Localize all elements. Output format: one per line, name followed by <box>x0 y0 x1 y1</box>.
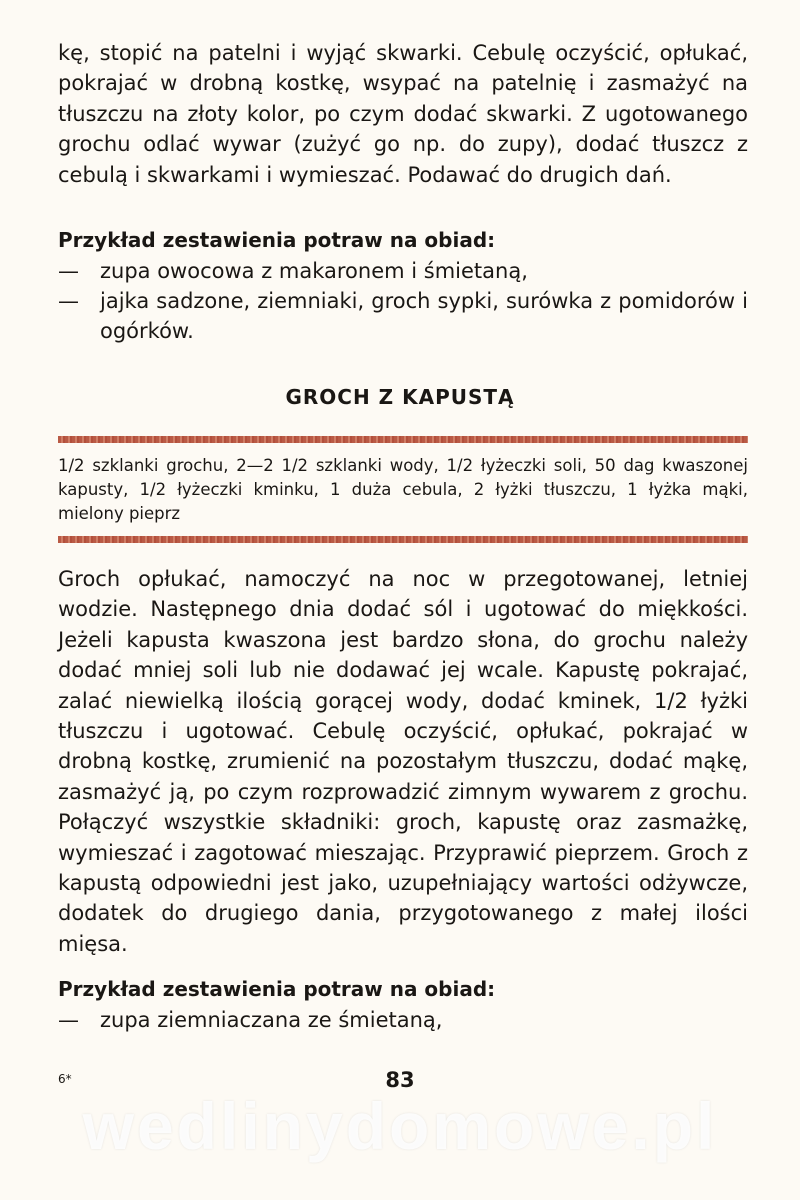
intro-paragraph: kę, stopić na patelni i wyjąć skwarki. Cebulę oczyścić, opłukać, pokrajać w drobną kostkę, wsypać na patelnię i zasmażyć na tłuszczu na złoty kolor, po czym dodać skwarki. Z ugotowanego grochu odlać wywar (zużyć go np. do zupy), dodać tłuszcz z cebulą i skwarkami i wymieszać. Podawać do drugich dań. <box>58 41 748 187</box>
menu-example-heading: Przykład zestawienia potraw na obiad: <box>58 228 496 252</box>
list-item <box>58 286 748 346</box>
ingredients-list: 1/2 szklanki grochu, 2—2 1/2 szklanki wody, 1/2 łyżeczki soli, 50 dag kwaszonej kapusty, 1/2 łyżeczki kminku, 1 duża cebula, 2 łyżki tłuszczu, 1 łyżka mąki, mielony pieprz <box>58 456 748 523</box>
list-item-text: jajka sadzone, ziemniaki, groch sypki, surówka z pomidorów i ogórków. <box>100 289 748 343</box>
list-item <box>58 1005 748 1035</box>
menu-example-list <box>58 256 748 346</box>
recipe-method: Groch opłukać, namoczyć na noc w przegotowanej, letniej wodzie. Następnego dnia dodać sól i ugotować do miękkości. Jeżeli kapusta kwaszona jest bardzo słona, do grochu należy dodać mniej soli lub nie dodawać jej wcale. Kapustę pokrajać, zalać niewielką ilością gorącej wody, dodać kminek, 1/2 łyżki tłuszczu i ugotować. Cebulę oczyścić, opłukać, pokrajać w drobną kostkę, zrumienić na pozostałym tłuszczu, dodać mąkę, zasmażyć ją, po czym rozprowadzić zimnym wywarem z grochu. Połączyć wszystkie składniki: groch, kapustę oraz zasmażkę, wymieszać i zagotować mieszając. Przyprawić pieprzem. Groch z kapustą odpowiedni jest jako, uzupełniający wartości odżywcze, dodatek do drugiego dania, przygotowanego z małej ilości mięsa. <box>58 567 748 956</box>
ingredients-bottom-rule <box>58 536 748 543</box>
ingredients-top-rule <box>58 436 748 443</box>
menu-example-heading: Przykład zestawienia potraw na obiad: <box>58 977 496 1001</box>
page-number: 83 <box>385 1068 415 1092</box>
recipe-title: GROCH Z KAPUSTĄ <box>285 385 515 409</box>
list-dash: — <box>58 289 79 313</box>
list-dash: — <box>58 1008 79 1032</box>
list-item <box>58 256 748 286</box>
list-item-text: zupa ziemniaczana ze śmietaną, <box>100 1008 443 1032</box>
watermark: wedlinydomowe.pl <box>82 1089 718 1163</box>
list-item-text: zupa owocowa z makaronem i śmietaną, <box>100 259 528 283</box>
list-dash: — <box>58 259 79 283</box>
menu-example-list <box>58 1005 748 1035</box>
signature-mark: 6* <box>58 1072 72 1086</box>
